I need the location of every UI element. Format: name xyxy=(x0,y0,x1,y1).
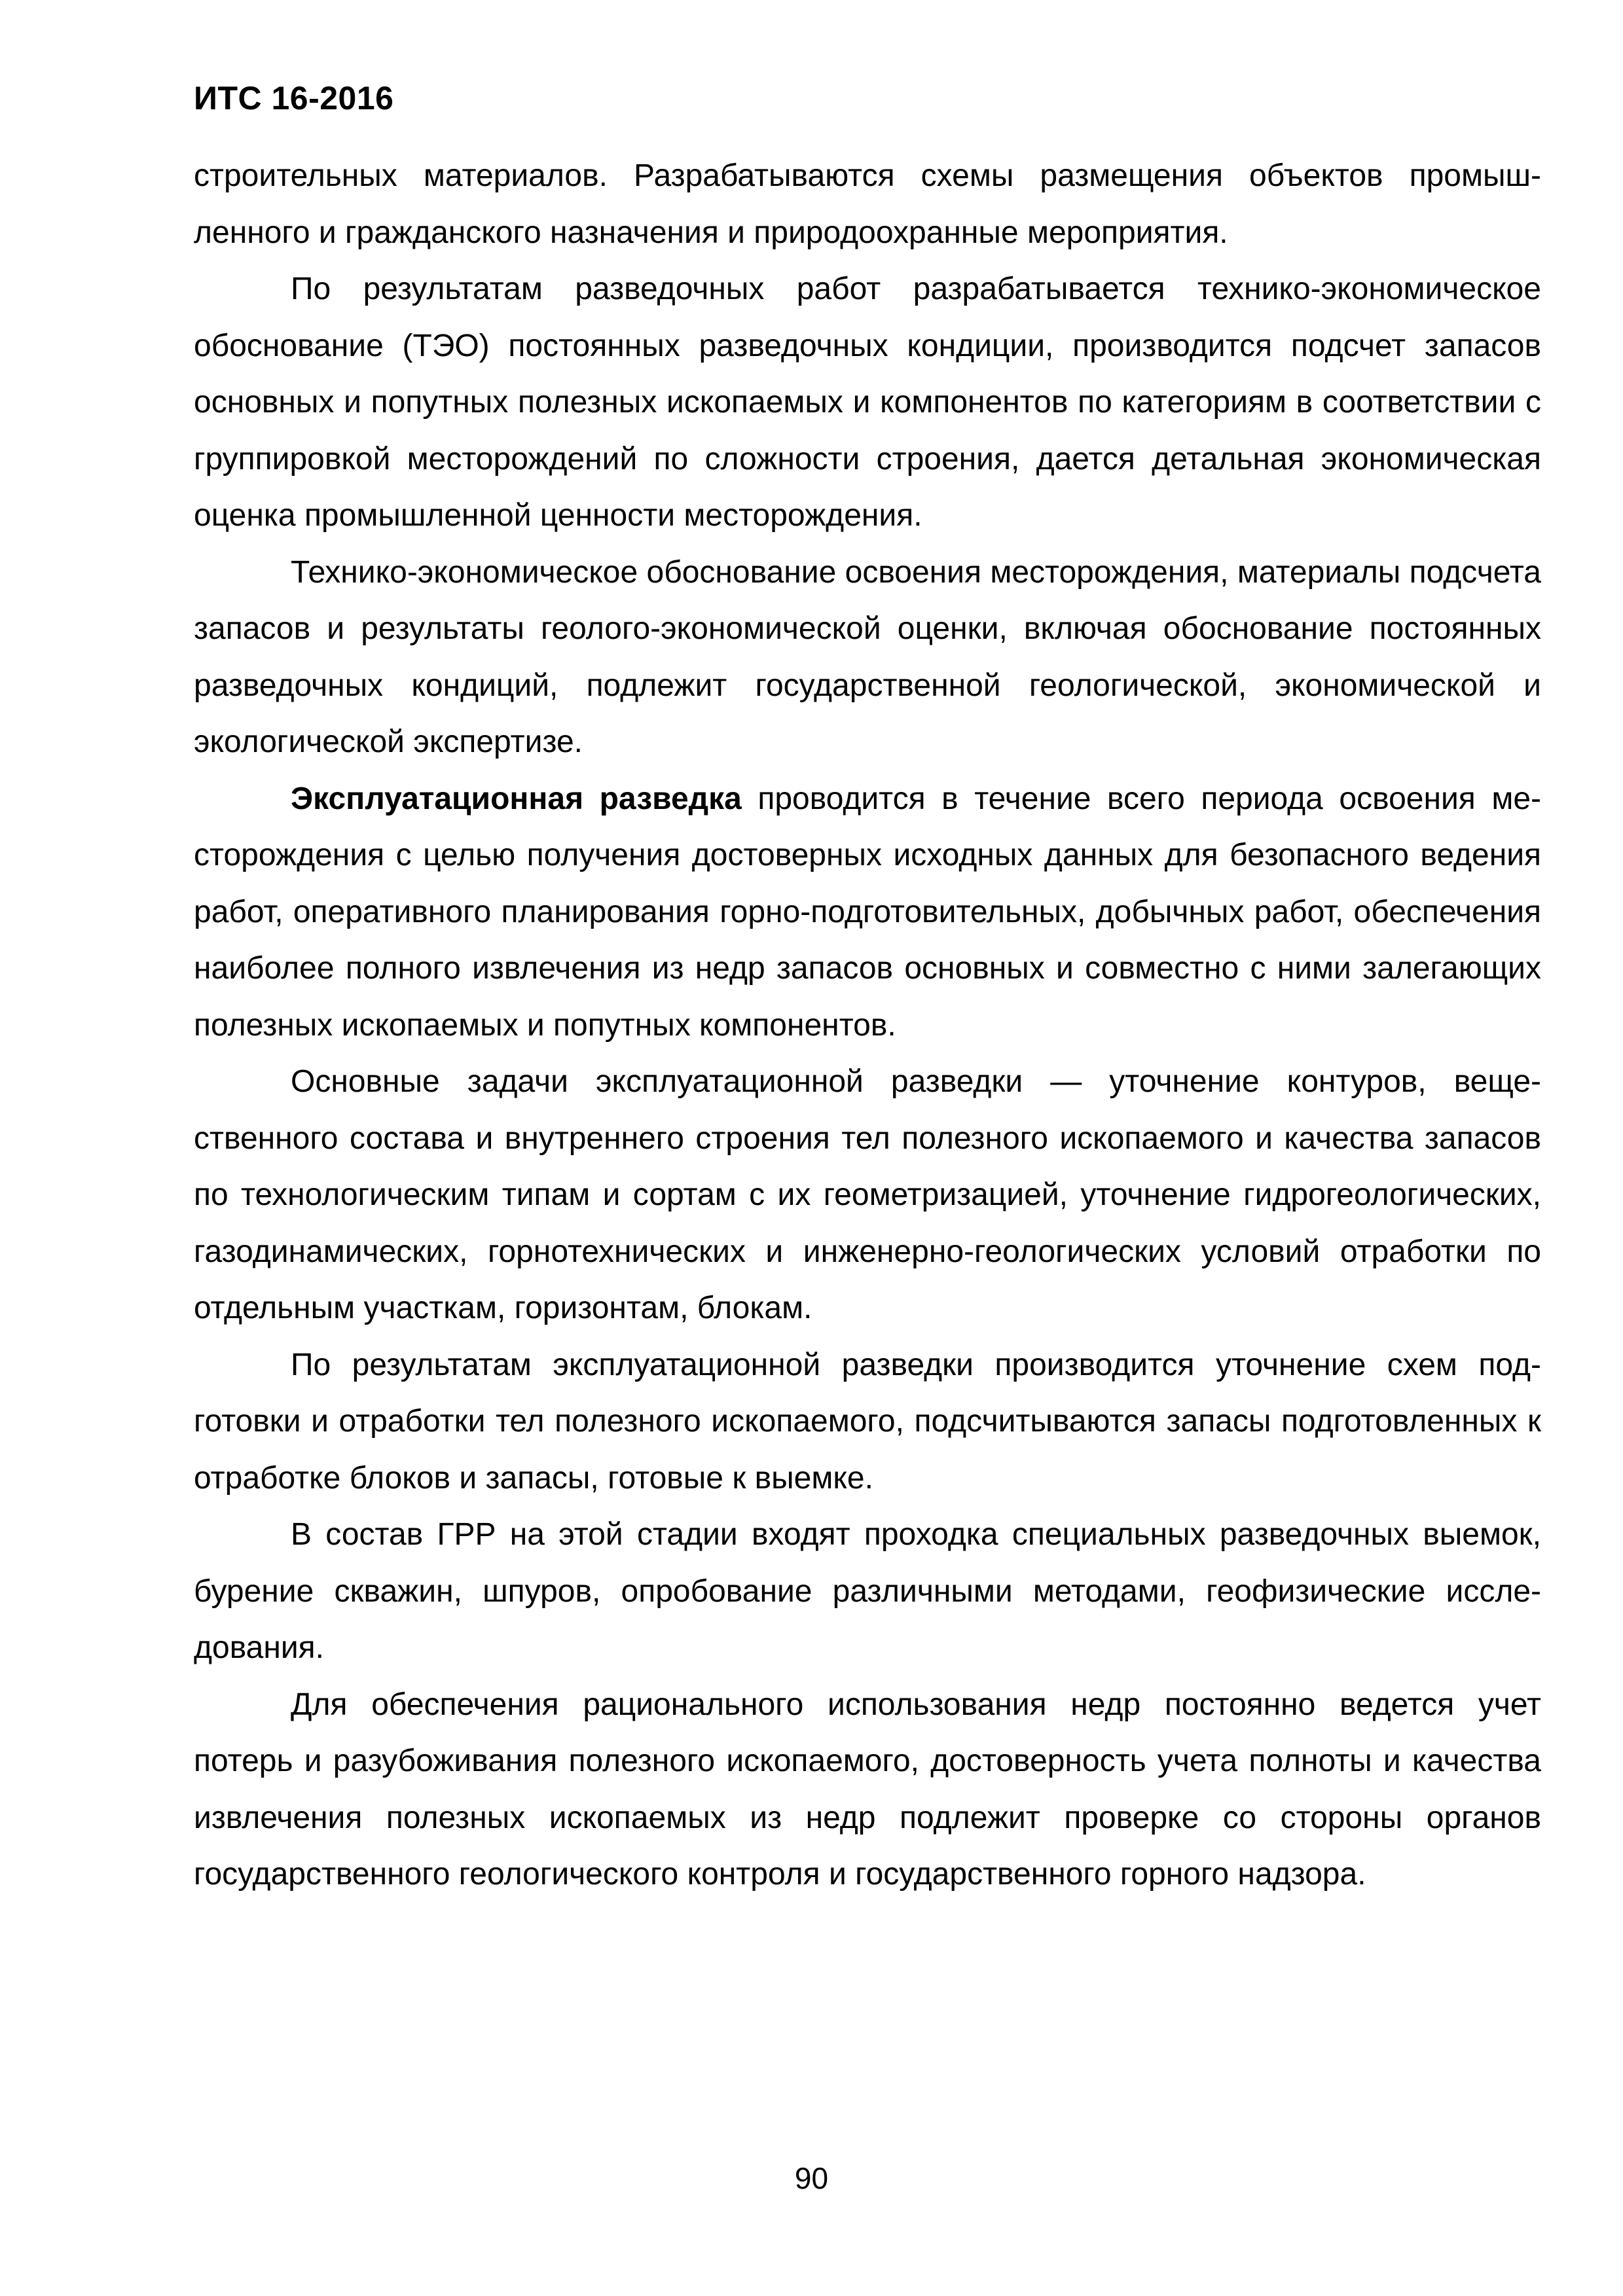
paragraph-text: строительных материалов. Разрабатываются схемы размещения объектов промышленного и гражданского назначения и природоохранные мероприятия. xyxy=(194,158,1541,250)
paragraph-text: В состав ГРР на этой стадии входят проходка специальных разведочных выемок, бурение скважин, шпуров, опробование различными методами, геофизические исследования. xyxy=(194,1517,1541,1665)
page-number: 90 xyxy=(794,2161,829,2195)
paragraph-text: Для обеспечения рационального использования недр постоянно ведется учет потерь и разубоживания полезного ископаемого, достоверность учета полноты и качества извлечения полезных ископаемых из недр подлежит проверке со стороны органов государственного геологического контроля и государственного горного надзора. xyxy=(194,1687,1541,1892)
paragraph-continuation xyxy=(194,148,1541,261)
paragraph-results xyxy=(194,1337,1541,1507)
paragraph-lead-term: Эксплуатационная разведка xyxy=(291,781,742,816)
paragraph-losses-accounting xyxy=(194,1677,1541,1903)
paragraph-operational-exploration xyxy=(194,771,1541,1054)
paragraph-text: проводится в течение всего периода освоения месторождения с целью получения достоверных исходных данных для безопасного ведения работ, оперативного планирования горно-подготовительных, добычных работ, обеспечения наиболее полного извлечения из недр запасов основных и совместно с ними залегающих полезных ископаемых и попутных компонентов. xyxy=(194,781,1541,1043)
paragraph-text: Основные задачи эксплуатационной разведки — уточнение контуров, вещественного состава и внутреннего строения тел полезного ископаемого и качества запасов по технологическим типам и сортам с их геометризацией, уточнение гидрогеологических, газодинамических, горнотехнических и инженерно-геологических условий отработки по отдельным участкам, горизонтам, блокам. xyxy=(194,1064,1541,1325)
paragraph-text: По результатам эксплуатационной разведки производится уточнение схем подготовки и отработки тел полезного ископаемого, подсчитываются запасы подготовленных к отработке блоков и запасы, готовые к выемке. xyxy=(194,1347,1541,1496)
paragraph-expertise xyxy=(194,545,1541,771)
paragraph-text: По результатам разведочных работ разрабатывается технико-экономическое обоснование (ТЭО) постоянных разведочных кондиции, производится подсчет запасов основных и попутных полезных ископаемых и компонентов по категориям в соответствии с группировкой месторождений по сложности строения, дается детальная экономическая оценка промышленной ценности месторождения. xyxy=(194,272,1541,533)
paragraph-grr-composition xyxy=(194,1507,1541,1677)
document-body xyxy=(194,148,1541,1903)
paragraph-feasibility-study xyxy=(194,261,1541,545)
document-code-header: ИТС 16-2016 xyxy=(194,80,394,117)
paragraph-main-tasks xyxy=(194,1054,1541,1337)
paragraph-text: Технико-экономическое обоснование освоения месторождения, материалы подсчета запасов и результаты геолого-экономической оценки, включая обоснование постоянных разведочных кондиций, подлежит государственной геологической, экономической и экологической экспертизе. xyxy=(194,554,1541,759)
